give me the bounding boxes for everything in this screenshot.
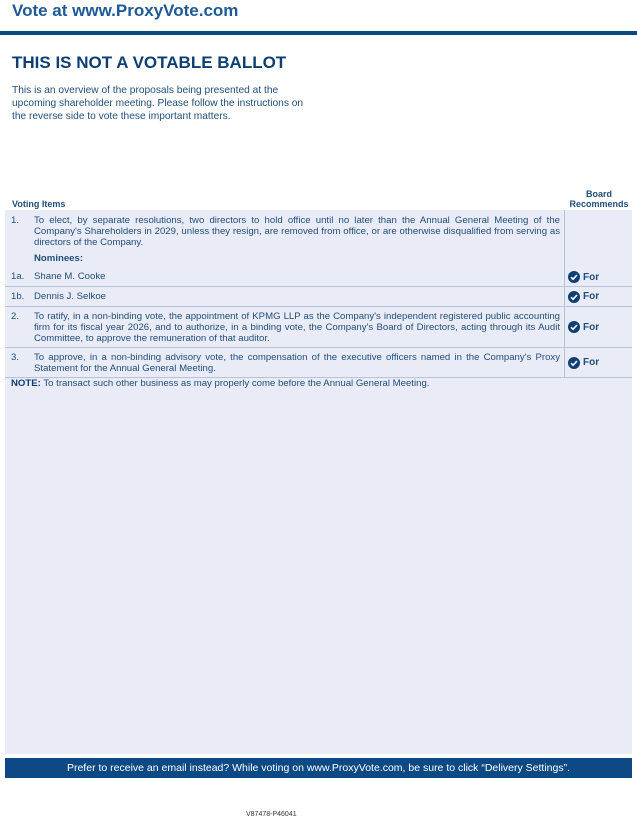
ballot-heading: THIS IS NOT A VOTABLE BALLOT xyxy=(12,53,287,72)
item-number: 1. xyxy=(11,215,20,226)
nominees-label: Nominees: xyxy=(34,253,84,264)
header-divider xyxy=(0,31,637,35)
item-number: 1b. xyxy=(5,287,34,307)
recommendation-label: For xyxy=(583,271,600,283)
intro-line: the reverse side to vote these important matters. xyxy=(12,111,231,122)
board-header-line2: Recommends xyxy=(569,199,629,209)
recommendation-label: For xyxy=(583,357,600,368)
nominee-row xyxy=(5,287,632,307)
item-recommendation xyxy=(565,307,633,348)
voting-items-table xyxy=(5,210,632,378)
item-number: 2. xyxy=(5,307,34,348)
delivery-settings-banner: Prefer to receive an email instead? While voting on www.ProxyVote.com, be sure to click “Delivery Settings”. xyxy=(5,758,632,778)
document-code: V87478-P46041 xyxy=(246,811,297,818)
board-header-line1: Board xyxy=(585,189,612,199)
item-recommendation xyxy=(565,210,633,248)
recommendation-label: For xyxy=(583,291,600,302)
item-text: To ratify, in a non-binding vote, the appointment of KPMG LLP as the Company's independent registered public accounting firm for its fiscal year 2026, and to authorize, in a binding vote, the Company's Board of Directors, acting through its Audit Committee, to approve the remuneration of that auditor. xyxy=(34,307,565,348)
intro-text xyxy=(12,84,322,123)
note-label: NOTE: xyxy=(11,378,41,389)
proposal-row xyxy=(5,307,632,348)
note-line xyxy=(11,378,429,389)
item-number: 3. xyxy=(5,348,34,378)
proposal-row xyxy=(5,210,632,248)
intro-line: upcoming shareholder meeting. Please follow the instructions on xyxy=(12,98,304,109)
nominee-name: Dennis J. Selkoe xyxy=(34,287,565,307)
nominee-row xyxy=(5,268,632,287)
board-recommends-header xyxy=(564,189,634,209)
check-circle-icon xyxy=(568,291,580,303)
note-text: To transact such other business as may properly come before the Annual General Meeting. xyxy=(40,378,430,389)
check-circle-icon xyxy=(568,321,580,333)
nominee-name: Shane M. Cooke xyxy=(34,268,565,287)
nominees-row xyxy=(5,248,632,268)
item-text: To approve, in a non-binding advisory vote, the compensation of the executive officers named in the Company's Proxy Statement for the Annual General Meeting. xyxy=(34,348,565,378)
check-circle-icon xyxy=(568,357,580,369)
voting-items-header: Voting Items xyxy=(12,199,66,209)
check-circle-icon xyxy=(568,271,580,283)
proposal-row xyxy=(5,348,632,378)
intro-line: This is an overview of the proposals being presented at the xyxy=(12,85,279,96)
header-title: Vote at www.ProxyVote.com xyxy=(12,1,239,20)
item-recommendation xyxy=(565,287,633,307)
item-number: 1a. xyxy=(5,268,34,287)
item-recommendation xyxy=(565,268,633,287)
item-recommendation xyxy=(565,348,633,378)
item-text: To elect, by separate resolutions, two directors to hold office until no later than the Annual General Meeting of the Company's Shareholders in 2029, unless they resign, are removed from office, or are otherwise disqualified from serving as directors of the Company. xyxy=(34,215,560,248)
recommendation-label: For xyxy=(583,321,600,333)
